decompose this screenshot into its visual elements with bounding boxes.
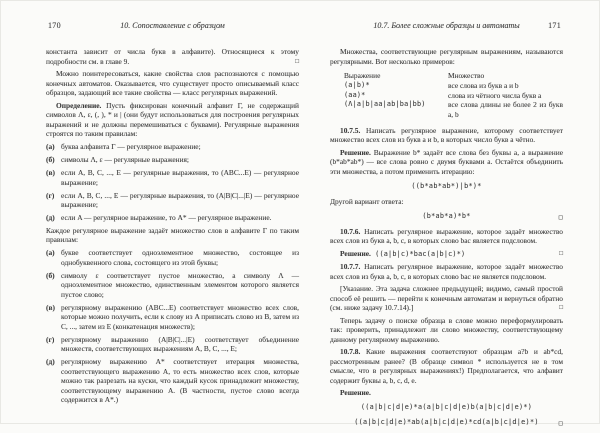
hint-text: [Указание. Эта задача сложнее предыдущей; видимо, самый простой способ её решить — перейти к конечным автоматам и вернуться обратно (см. ниже задачу 10.7.14).] [330,284,563,313]
table-cell-expression: (Λ|a|b|aa|ab|ba|bb) [344,100,426,109]
problem-number: 10.7.6. [340,226,361,236]
rule-text: буква алфавита Γ — регулярное выражение; [61,142,201,151]
semantics-rule-d [46,357,299,405]
formula-10-7-8-second [330,418,563,428]
table-header-row [344,71,563,81]
paragraph-continuation [46,47,299,66]
hint-10-7-7 [330,284,563,313]
table-col1-header: Выражение [344,71,381,80]
problem-text: Какие выражения соответствуют образцам a?b и ab*cd, рассмотренным ранее? (В образце символ * используется не в том смысле, что в регулярных выражениях!) Предполагается, что алфавит содержит буквы a, b, c, d, e. [330,347,563,385]
semantics-rule-v [46,303,299,332]
formula-text: ((a|b|c|d|e)*ab(a|b|c|d|e)*cd(a|b|c|d|e)*) [354,418,539,427]
formula-text: (b*ab*a)*b* [422,211,471,220]
problem-text: Написать регулярное выражение, которое задаёт множество всех слов из букв a, b, c, в которых слово bac не является подсловом. [330,262,563,281]
page-right [330,21,563,433]
rule-label: (а) [46,142,55,151]
solution-10-7-5 [330,148,563,177]
example-table [344,71,563,120]
rule-text: символу ε соответствует пустое множество, а символу Λ — одноэлементное множество, единственным элементом которого является пустое слово; [61,270,299,299]
rule-text: если A, B, C, ..., E — регулярные выражения, то (A|B|C|...|E) — регулярное выражение; [61,190,299,209]
qed-box: □ [295,57,299,65]
paragraph-semantics-intro: Каждое регулярное выражение задаёт множество слов в алфавите Γ по таким правилам: [46,225,299,244]
table-col2-header: Множество [448,71,485,80]
rule-text: букве соответствует одноэлементное множество, состоящее из однобуквенного слова, состоящего из этой буквы; [61,248,299,267]
qed-box: □ [559,304,563,312]
paragraph-reformulate: Теперь задачу о поиске образца в слове можно переформулировать так: проверить, принадлежит ли слово множеству, соответствующему данному регулярному выражению. [330,315,563,344]
problem-10-7-6 [330,227,563,246]
right-page-number: 171 [548,21,561,30]
page-left [46,21,299,405]
semantics-rule-b [46,271,299,300]
table-row [344,100,563,120]
left-running-header [46,21,299,31]
rule-text: регулярному выражению (ABC...E) соответствует множество всех слов, которые можно получить, если к слову из A приписать слово из B, затем из C, ..., затем из E (конкатенация множеств); [61,302,299,331]
problem-text: Написать регулярное выражение, которому соответствует множество всех слов из букв a и b, в которых число букв a чётно. [330,125,563,145]
table-row [344,91,563,101]
rule-label: (г) [46,190,55,200]
paragraph-text: константа зависит от числа букв в алфавите). Относящиеся к этому подробности см. в главе 9. [46,47,299,66]
solution-10-7-6 [330,249,563,260]
table-cell-expression: (aa)* [344,90,366,99]
qed-box: □ [558,212,563,221]
formula-10-7-5-second [330,212,563,222]
qed-box: □ [558,419,563,428]
table-cell-set: слова из чётного числа букв a [448,90,542,100]
rule-label: (д) [46,357,55,366]
paragraph-definition [46,101,299,139]
qed-box: □ [559,249,563,257]
right-running-title: 10.7. Более сложные образцы и автоматы [373,21,520,30]
rule-label: (в) [46,168,55,177]
solution-formula: ((a|b|c)*bac(a|b|c)*) [370,249,466,258]
syntax-rule-v [46,168,299,187]
rule-text: символы Λ, ε — регулярные выражения; [61,155,189,164]
formula-10-7-5-first: ((b*ab*ab*)|b*)* [411,181,482,190]
solution-text: Выражение b* задаёт все слова без буквы a, а выражение (b*ab*ab*) — все слова ровно с двумя буквами a. Остаётся объединить эти множества, а потом применить итерацию: [330,147,563,176]
table-cell-set: все слова длины не более 2 из букв a, b [448,100,563,120]
problem-number: 10.7.8. [340,347,361,357]
left-page-body [46,47,299,405]
solution-label: Решение. [340,147,371,157]
rule-label: (в) [46,302,55,312]
table-cell-expression: (a|b)* [344,80,370,89]
solution-10-7-8-label [330,388,563,398]
rule-text: если A — регулярное выражение, то A* — регулярное выражение. [61,213,272,222]
problem-number: 10.7.7. [340,262,361,272]
rule-text: регулярному выражению (A|B|C|...|E) соответствует объединение множеств, соответствующих выражениям A, B, C, ..., E; [61,334,299,353]
problem-10-7-5 [330,126,563,145]
semantics-rule-a [46,248,299,267]
syntax-rule-a [46,142,299,152]
syntax-rule-b [46,155,299,165]
table-row [344,81,563,91]
semantics-rule-g [46,335,299,354]
left-page-number: 170 [48,21,61,30]
rule-label: (б) [46,270,55,280]
syntax-rule-g [46,191,299,210]
definition-text: Пусть фиксирован конечный алфавит Γ, не содержащий символов Λ, ε, (, ), * и | (они будут использоваться для построения регулярных выражений и не должны перемешиваться с буквами). Регулярные выражения строятся по таким правилам: [46,100,299,138]
syntax-rule-d [46,213,299,223]
alt-answer-text: Другой вариант ответа: [330,196,404,206]
rule-label: (а) [46,248,55,257]
paragraph-intro: Можно поинтересоваться, какие свойства слов распознаются с помощью конечных автоматов. Оказывается, что существует просто описываемый класс образцов, задающий все такие свойства — класс регулярных выражений. [46,69,299,97]
left-running-title: 10. Сопоставление с образцом [120,21,225,30]
rule-label: (б) [46,155,55,164]
rule-label: (д) [46,213,55,222]
problem-text: Написать регулярное выражение, которое задаёт множество всех слов из букв a, b, c, в которых слово bac является подсловом. [330,226,563,246]
problem-10-7-8 [330,347,563,385]
right-page-body [330,47,563,428]
formula-10-7-8-first: ((a|b|c|d|e)*a(a|b|c|d|e)b(a|b|c|d|e)*) [360,403,533,412]
solution-label: Решение. [340,388,371,398]
solution-label: Решение. [340,248,371,258]
problem-number: 10.7.5. [340,125,361,135]
paragraph-regular-sets: Множества, соответствующие регулярным выражениям, называются регулярными. Вот несколько примеров: [330,47,563,66]
rule-text: если A, B, C, ..., E — регулярные выражения, то (ABC...E) — регулярное выражение; [61,168,299,187]
rule-label: (г) [46,334,55,344]
right-running-header [330,21,563,31]
rule-text: регулярному выражению A* соответствует итерация множества, соответствующего выражению A, то есть множество всех слов, которые можно так разрезать на куски, что каждый кусок принадлежит множеству, соответствующему выражению A. (В частности, пустое слово всегда содержится в A*.) [61,357,299,404]
table-cell-set: все слова из букв a и b [448,80,519,90]
definition-label: Определение. [56,100,102,110]
problem-10-7-7 [330,262,563,281]
